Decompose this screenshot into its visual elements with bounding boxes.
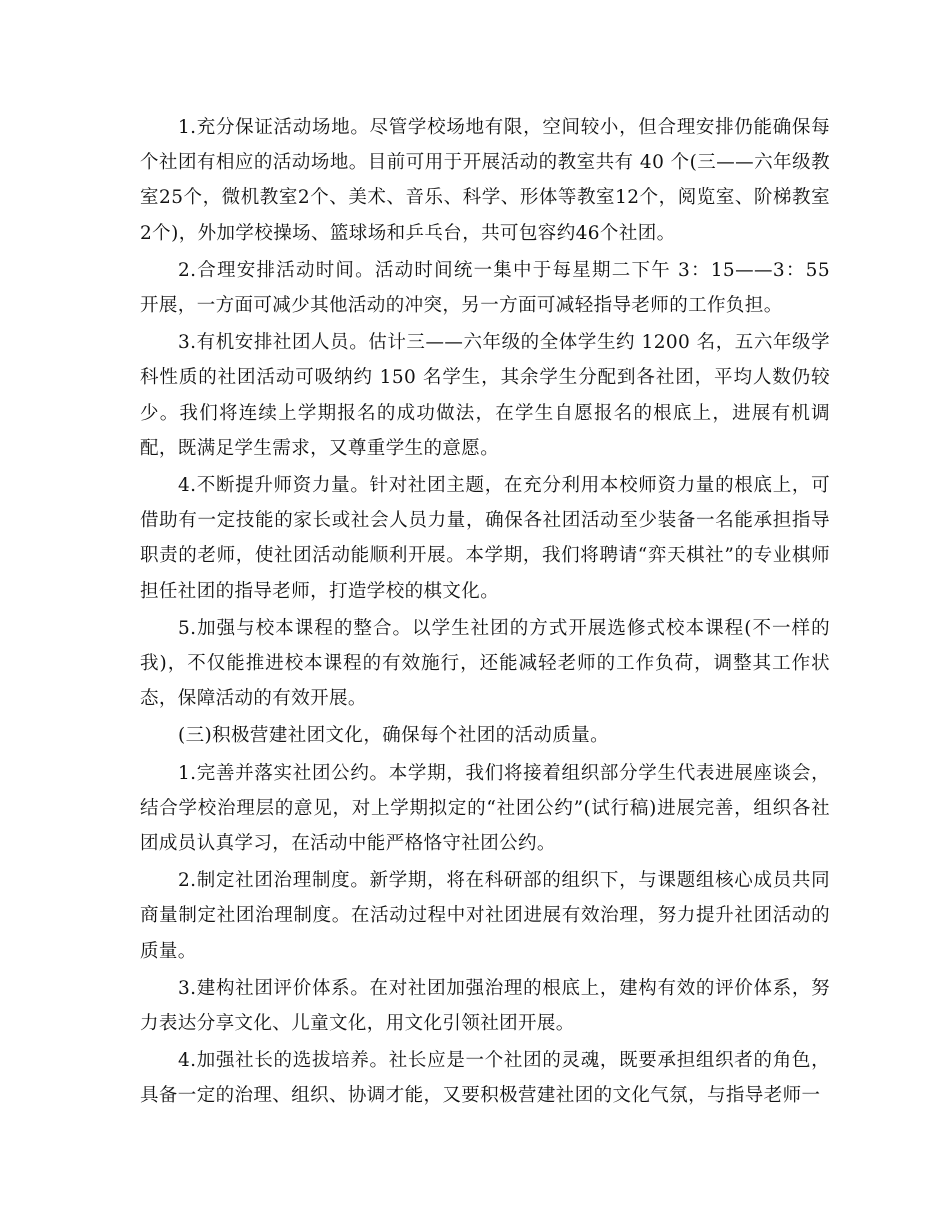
paragraph-venue: 1.充分保证活动场地。尽管学校场地有限，空间较小，但合理安排仍能确保每个社团有相应的活动场地。目前可用于开展活动的教室共有 40 个(三——六年级教室25个，微机教室2个、美术、音乐、科学、形体等教室12个，阅览室、阶梯教室2个)，外加学校操场、篮球场和乒乓台，共可包容约46个社团。 [140,117,830,244]
paragraph-convention: 1.完善并落实社团公约。本学期，我们将接着组织部分学生代表进展座谈会，结合学校治理层的意见，对上学期拟定的“社团公约”(试行稿)进展完善，组织各社团成员认真学习，在活动中能严格恪守社团公约。 [140,762,830,855]
paragraph-schedule: 2.合理安排活动时间。活动时间统一集中于每星期二下午 3：15——3：55 开展，一方面可减少其他活动的冲突，另一方面可减轻指导老师的工作负担。 [140,259,830,317]
paragraph-evaluation: 3.建构社团评价体系。在对社团加强治理的根底上，建构有效的评价体系，努力表达分享文化、儿童文化，用文化引领社团开展。 [140,977,830,1035]
document-page [140,110,830,1116]
paragraph-members: 3.有机安排社团人员。估计三——六年级的全体学生约 1200 名，五六年级学科性质的社团活动可吸纳约 150 名学生，其余学生分配到各社团，平均人数仍较少。我们将连续上学期报名的成功做法，在学生自愿报名的根底上，进展有机调配，既满足学生需求，又尊重学生的意愿。 [140,332,830,459]
paragraph-teachers: 4.不断提升师资力量。针对社团主题，在充分利用本校师资力量的根底上，可借助有一定技能的家长或社会人员力量，确保各社团活动至少装备一名能承担指导职责的老师，使社团活动能顺利开展。本学期，我们将聘请“弈天棋社”的专业棋师担任社团的指导老师，打造学校的棋文化。 [140,475,830,602]
section-heading-culture: (三)积极营建社团文化，确保每个社团的活动质量。 [178,725,610,747]
paragraph-curriculum: 5.加强与校本课程的整合。以学生社团的方式开展选修式校本课程(不一样的我)，不仅能推进校本课程的有效施行，还能减轻老师的工作负荷，调整其工作状态，保障活动的有效开展。 [140,617,830,710]
paragraph-leaders: 4.加强社长的选拔培养。社长应是一个社团的灵魂，既要承担组织者的角色，具备一定的治理、组织、协调才能，又要积极营建社团的文化气氛，与指导老师一 [140,1050,830,1107]
paragraph-management: 2.制定社团治理制度。新学期，将在科研部的组织下，与课题组核心成员共同商量制定社团治理制度。在活动过程中对社团进展有效治理，努力提升社团活动的质量。 [140,870,830,962]
